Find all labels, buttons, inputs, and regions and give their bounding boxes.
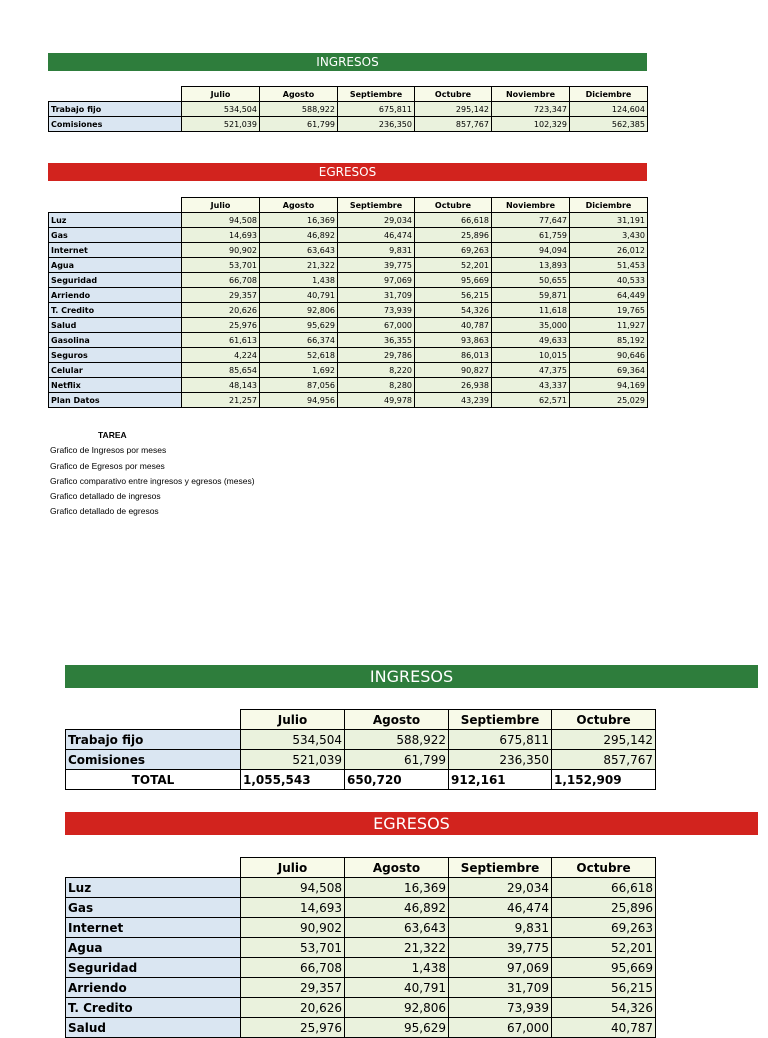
col-header-septiembre[interactable]: Septiembre <box>449 858 552 878</box>
cell[interactable]: 94,169 <box>570 378 648 393</box>
row-gas <box>66 898 656 918</box>
cell[interactable]: 124,604 <box>570 102 648 117</box>
row-label[interactable]: Trabajo fijo <box>66 730 241 750</box>
tarea-title: TAREA <box>98 430 127 440</box>
cell[interactable]: 49,978 <box>338 393 415 408</box>
cell[interactable]: 21,322 <box>345 938 449 958</box>
cell[interactable]: 52,201 <box>552 938 656 958</box>
cell[interactable]: 29,034 <box>449 878 552 898</box>
total-julio[interactable]: 1,055,543 <box>241 770 345 790</box>
cell[interactable]: 90,827 <box>415 363 492 378</box>
row-label[interactable]: Seguridad <box>49 273 182 288</box>
cell[interactable]: 94,956 <box>260 393 338 408</box>
cell[interactable]: 43,239 <box>415 393 492 408</box>
tarea-item: Grafico detallado de egresos <box>50 506 159 517</box>
col-header-diciembre[interactable]: Diciembre <box>570 87 648 102</box>
total-septiembre[interactable]: 912,161 <box>449 770 552 790</box>
corner-blank <box>49 87 182 102</box>
cell[interactable]: 20,626 <box>182 303 260 318</box>
cell[interactable]: 14,693 <box>182 228 260 243</box>
cell[interactable]: 50,655 <box>492 273 570 288</box>
row-label[interactable]: T. Credito <box>49 303 182 318</box>
total-label[interactable]: TOTAL <box>66 770 241 790</box>
cell[interactable]: 40,791 <box>345 978 449 998</box>
cell[interactable]: 8,220 <box>338 363 415 378</box>
tarea-item: Grafico de Egresos por meses <box>50 460 165 471</box>
cell[interactable]: 95,629 <box>345 1018 449 1038</box>
cell[interactable]: 94,094 <box>492 243 570 258</box>
row-label[interactable]: Internet <box>49 243 182 258</box>
cell[interactable]: 562,385 <box>570 117 648 132</box>
cell[interactable]: 102,329 <box>492 117 570 132</box>
row-seguros <box>49 348 648 363</box>
col-header-octubre[interactable]: Octubre <box>552 710 656 730</box>
row-internet <box>66 918 656 938</box>
row-label[interactable]: Luz <box>66 878 241 898</box>
cell[interactable]: 66,374 <box>260 333 338 348</box>
cell[interactable]: 31,191 <box>570 213 648 228</box>
cell[interactable]: 11,618 <box>492 303 570 318</box>
cell[interactable]: 521,039 <box>241 750 345 770</box>
cell[interactable]: 26,938 <box>415 378 492 393</box>
row-label[interactable]: Agua <box>49 258 182 273</box>
row-arriendo <box>49 288 648 303</box>
ingresos-table <box>48 86 648 132</box>
col-header-septiembre[interactable]: Septiembre <box>338 198 415 213</box>
cell[interactable]: 61,799 <box>345 750 449 770</box>
row-label[interactable]: Plan Datos <box>49 393 182 408</box>
cell[interactable]: 59,871 <box>492 288 570 303</box>
col-header-diciembre[interactable]: Diciembre <box>570 198 648 213</box>
tarea-item: Grafico de Ingresos por meses <box>50 445 167 456</box>
cell[interactable]: 31,709 <box>338 288 415 303</box>
cell[interactable]: 10,015 <box>492 348 570 363</box>
total-agosto[interactable]: 650,720 <box>345 770 449 790</box>
cell[interactable]: 46,892 <box>260 228 338 243</box>
row-label[interactable]: Trabajo fijo <box>49 102 182 117</box>
cell[interactable]: 236,350 <box>338 117 415 132</box>
cell[interactable]: 21,257 <box>182 393 260 408</box>
row-label[interactable]: Celular <box>49 363 182 378</box>
col-header-noviembre[interactable]: Noviembre <box>492 87 570 102</box>
cell[interactable]: 19,765 <box>570 303 648 318</box>
cell[interactable]: 95,629 <box>260 318 338 333</box>
cell[interactable]: 66,618 <box>552 878 656 898</box>
cell[interactable]: 54,326 <box>415 303 492 318</box>
cell[interactable]: 588,922 <box>260 102 338 117</box>
row-seguridad <box>66 958 656 978</box>
cell[interactable]: 31,709 <box>449 978 552 998</box>
corner-blank <box>49 198 182 213</box>
cell[interactable]: 4,224 <box>182 348 260 363</box>
ingresos-table-zoomed <box>65 709 656 790</box>
cell[interactable]: 56,215 <box>415 288 492 303</box>
cell[interactable]: 69,263 <box>415 243 492 258</box>
cell[interactable]: 63,643 <box>345 918 449 938</box>
row-celular <box>49 363 648 378</box>
cell[interactable]: 69,364 <box>570 363 648 378</box>
cell[interactable]: 29,357 <box>182 288 260 303</box>
row-label[interactable]: Salud <box>49 318 182 333</box>
col-header-octubre[interactable]: Octubre <box>415 87 492 102</box>
cell[interactable]: 85,192 <box>570 333 648 348</box>
row-gasolina <box>49 333 648 348</box>
cell[interactable]: 26,012 <box>570 243 648 258</box>
cell[interactable]: 48,143 <box>182 378 260 393</box>
row-label[interactable]: Luz <box>49 213 182 228</box>
cell[interactable]: 1,692 <box>260 363 338 378</box>
col-header-octubre[interactable]: Octubre <box>552 858 656 878</box>
cell[interactable]: 52,201 <box>415 258 492 273</box>
cell[interactable]: 51,453 <box>570 258 648 273</box>
row-comisiones <box>49 117 648 132</box>
cell[interactable]: 295,142 <box>415 102 492 117</box>
cell[interactable]: 29,034 <box>338 213 415 228</box>
cell[interactable]: 25,976 <box>241 1018 345 1038</box>
cell[interactable]: 11,927 <box>570 318 648 333</box>
cell[interactable]: 97,069 <box>449 958 552 978</box>
cell[interactable]: 53,701 <box>182 258 260 273</box>
cell[interactable]: 90,902 <box>182 243 260 258</box>
cell[interactable]: 61,613 <box>182 333 260 348</box>
banner-ingresos-zoomed: INGRESOS <box>65 665 758 688</box>
cell[interactable]: 77,647 <box>492 213 570 228</box>
cell[interactable]: 94,508 <box>241 878 345 898</box>
tarea-section <box>50 428 255 520</box>
cell[interactable]: 295,142 <box>552 730 656 750</box>
cell[interactable]: 56,215 <box>552 978 656 998</box>
row-gas <box>49 228 648 243</box>
cell[interactable]: 63,643 <box>260 243 338 258</box>
cell[interactable]: 588,922 <box>345 730 449 750</box>
row-label[interactable]: Gas <box>49 228 182 243</box>
cell[interactable]: 43,337 <box>492 378 570 393</box>
cell[interactable]: 53,701 <box>241 938 345 958</box>
row-trabajo-fijo <box>66 730 656 750</box>
row-t-credito <box>66 998 656 1018</box>
col-header-agosto[interactable]: Agosto <box>260 87 338 102</box>
row-seguridad <box>49 273 648 288</box>
cell[interactable]: 92,806 <box>345 998 449 1018</box>
cell[interactable]: 16,369 <box>345 878 449 898</box>
cell[interactable]: 534,504 <box>182 102 260 117</box>
banner-ingresos: INGRESOS <box>48 53 647 71</box>
cell[interactable]: 40,533 <box>570 273 648 288</box>
cell[interactable]: 723,347 <box>492 102 570 117</box>
row-netflix <box>49 378 648 393</box>
row-label[interactable]: Internet <box>66 918 241 938</box>
row-t-credito <box>49 303 648 318</box>
cell[interactable]: 857,767 <box>415 117 492 132</box>
tarea-item: Grafico detallado de ingresos <box>50 491 161 502</box>
col-header-agosto[interactable]: Agosto <box>345 710 449 730</box>
row-luz <box>66 878 656 898</box>
cell[interactable]: 9,831 <box>449 918 552 938</box>
row-arriendo <box>66 978 656 998</box>
cell[interactable]: 69,263 <box>552 918 656 938</box>
total-octubre[interactable]: 1,152,909 <box>552 770 656 790</box>
cell[interactable]: 66,708 <box>182 273 260 288</box>
row-luz <box>49 213 648 228</box>
cell[interactable]: 35,000 <box>492 318 570 333</box>
cell[interactable]: 16,369 <box>260 213 338 228</box>
cell[interactable]: 52,618 <box>260 348 338 363</box>
cell[interactable]: 64,449 <box>570 288 648 303</box>
col-header-julio[interactable]: Julio <box>182 87 260 102</box>
row-label[interactable]: Agua <box>66 938 241 958</box>
cell[interactable]: 21,322 <box>260 258 338 273</box>
row-internet <box>49 243 648 258</box>
corner-blank <box>66 858 241 878</box>
row-label[interactable]: Arriendo <box>66 978 241 998</box>
col-header-julio[interactable]: Julio <box>182 198 260 213</box>
cell[interactable]: 39,775 <box>338 258 415 273</box>
row-label[interactable]: Arriendo <box>49 288 182 303</box>
cell[interactable]: 87,056 <box>260 378 338 393</box>
cell[interactable]: 49,633 <box>492 333 570 348</box>
cell[interactable]: 14,693 <box>241 898 345 918</box>
cell[interactable]: 1,438 <box>260 273 338 288</box>
row-label[interactable]: Comisiones <box>66 750 241 770</box>
cell[interactable]: 73,939 <box>338 303 415 318</box>
row-trabajo-fijo <box>49 102 648 117</box>
cell[interactable]: 62,571 <box>492 393 570 408</box>
col-header-septiembre[interactable]: Septiembre <box>338 87 415 102</box>
cell[interactable]: 40,787 <box>415 318 492 333</box>
row-total <box>66 770 656 790</box>
row-label[interactable]: Salud <box>66 1018 241 1038</box>
cell[interactable]: 13,893 <box>492 258 570 273</box>
cell[interactable]: 46,474 <box>338 228 415 243</box>
banner-egresos: EGRESOS <box>48 163 647 181</box>
row-label[interactable]: Gasolina <box>49 333 182 348</box>
cell[interactable]: 67,000 <box>338 318 415 333</box>
cell[interactable]: 521,039 <box>182 117 260 132</box>
cell[interactable]: 534,504 <box>241 730 345 750</box>
row-label[interactable]: Seguridad <box>66 958 241 978</box>
cell[interactable]: 40,791 <box>260 288 338 303</box>
cell[interactable]: 1,438 <box>345 958 449 978</box>
cell[interactable]: 39,775 <box>449 938 552 958</box>
row-plan-datos <box>49 393 648 408</box>
cell[interactable]: 66,708 <box>241 958 345 978</box>
row-agua <box>66 938 656 958</box>
col-header-julio[interactable]: Julio <box>241 858 345 878</box>
cell[interactable]: 36,355 <box>338 333 415 348</box>
cell[interactable]: 97,069 <box>338 273 415 288</box>
row-label[interactable]: Comisiones <box>49 117 182 132</box>
row-salud <box>66 1018 656 1038</box>
cell[interactable]: 66,618 <box>415 213 492 228</box>
cell[interactable]: 40,787 <box>552 1018 656 1038</box>
col-header-agosto[interactable]: Agosto <box>345 858 449 878</box>
cell[interactable]: 236,350 <box>449 750 552 770</box>
cell[interactable]: 675,811 <box>338 102 415 117</box>
tarea-item: Grafico comparativo entre ingresos y egresos (meses) <box>50 475 255 486</box>
cell[interactable]: 73,939 <box>449 998 552 1018</box>
cell[interactable]: 25,029 <box>570 393 648 408</box>
row-label[interactable]: Gas <box>66 898 241 918</box>
cell[interactable]: 25,896 <box>552 898 656 918</box>
egresos-table <box>48 197 648 408</box>
row-salud <box>49 318 648 333</box>
cell[interactable]: 90,902 <box>241 918 345 938</box>
row-label[interactable]: Seguros <box>49 348 182 363</box>
cell[interactable]: 46,474 <box>449 898 552 918</box>
egresos-table-zoomed <box>65 857 656 1038</box>
cell[interactable]: 9,831 <box>338 243 415 258</box>
cell[interactable]: 90,646 <box>570 348 648 363</box>
col-header-septiembre[interactable]: Septiembre <box>449 710 552 730</box>
cell[interactable]: 95,669 <box>552 958 656 978</box>
cell[interactable]: 61,759 <box>492 228 570 243</box>
cell[interactable]: 29,357 <box>241 978 345 998</box>
cell[interactable]: 46,892 <box>345 898 449 918</box>
cell[interactable]: 675,811 <box>449 730 552 750</box>
cell[interactable]: 857,767 <box>552 750 656 770</box>
cell[interactable]: 95,669 <box>415 273 492 288</box>
cell[interactable]: 3,430 <box>570 228 648 243</box>
cell[interactable]: 20,626 <box>241 998 345 1018</box>
cell[interactable]: 85,654 <box>182 363 260 378</box>
cell[interactable]: 25,896 <box>415 228 492 243</box>
col-header-octubre[interactable]: Octubre <box>415 198 492 213</box>
cell[interactable]: 61,799 <box>260 117 338 132</box>
cell[interactable]: 54,326 <box>552 998 656 1018</box>
cell[interactable]: 86,013 <box>415 348 492 363</box>
cell[interactable]: 8,280 <box>338 378 415 393</box>
cell[interactable]: 94,508 <box>182 213 260 228</box>
cell[interactable]: 47,375 <box>492 363 570 378</box>
col-header-agosto[interactable]: Agosto <box>260 198 338 213</box>
row-agua <box>49 258 648 273</box>
row-label[interactable]: Netflix <box>49 378 182 393</box>
cell[interactable]: 93,863 <box>415 333 492 348</box>
cell[interactable]: 92,806 <box>260 303 338 318</box>
cell[interactable]: 25,976 <box>182 318 260 333</box>
col-header-noviembre[interactable]: Noviembre <box>492 198 570 213</box>
cell[interactable]: 67,000 <box>449 1018 552 1038</box>
row-label[interactable]: T. Credito <box>66 998 241 1018</box>
col-header-julio[interactable]: Julio <box>241 710 345 730</box>
row-comisiones <box>66 750 656 770</box>
corner-blank <box>66 710 241 730</box>
cell[interactable]: 29,786 <box>338 348 415 363</box>
banner-egresos-zoomed: EGRESOS <box>65 812 758 835</box>
